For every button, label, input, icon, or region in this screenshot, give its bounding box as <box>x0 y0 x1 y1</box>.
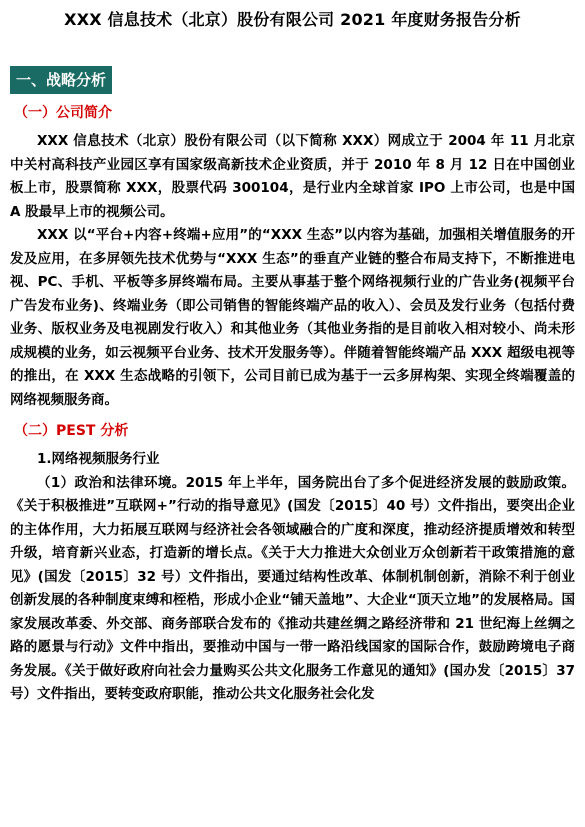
pest-item-title: 1.网络视频服务行业 <box>37 451 160 467</box>
document-title: XXX 信息技术（北京）股份有限公司 2021 年度财务报告分析 <box>64 10 521 29</box>
subheading-pest: （二）PEST 分析 <box>14 423 129 439</box>
paragraph-political-legal: （1）政治和法律环境。2015 年上半年，国务院出台了多个促进经济发展的鼓励政策。《关于积极推进”互联网+”行动的指导意见》(国发〔2015〕40 号）文件指出，要突出企业的主体作用，大力拓展互联网与经济社会各领域融合的广度和深度，推动经济提质增效和转型升级，培育新兴业态，打造新的增长点。《关于大力推进大众创业万众创新若干政策措施的意见》(国发〔2015〕32 号）文件指出，要通过结构性改革、体制机制创新，消除不利于创业创新发展的各种制度束缚和桎梏，形成小企业“铺天盖地”、大企业“顶天立地”的发展格局。国家发展改革委、外交部、商务部联合发布的《推动共建丝绸之路经济带和 21 世纪海上丝绸之路的愿景与行动》文件中指出，要推动中国与一带一路沿线国家的国际合作，鼓励跨境电子商务发展。《关于做好政府向社会力量购买公共文化服务工作意见的通知》(国办发〔2015〕37 号）文件指出，要转变政府职能，推动公共文化服务社会化发 <box>10 474 575 702</box>
subheading-company-intro: （一）公司简介 <box>14 105 112 121</box>
section-heading-strategy: 一、战略分析 <box>10 66 112 94</box>
paragraph-company-founding: XXX 信息技术（北京）股份有限公司（以下简称 XXX）网成立于 2004 年 11 月北京中关村高科技产业园区享有国家级高新技术企业资质，并于 2010 年 8 月 12 日在中国创业板上市，股票简称 XXX，股票代码 300104，是行业内全球首家 IPO 上市公司，也是中国 A 股最早上市的视频公司。 <box>10 133 575 220</box>
paragraph-company-business: XXX 以“平台+内容+终端+应用”的“XXX 生态”以内容为基础，加强相关增值服务的开发及应用，在多屏领先技术优势与“XXX 生态”的垂直产业链的整合布局支持下，不断推进电视、PC、手机、平板等多屏终端布局。主要从事基于整个网络视频行业的广告业务(视频平台广告发布业务)、终端业务（即公司销售的智能终端产品的收入）、会员及发行业务（包括付费业务、版权业务及电视剧发行收入）和其他业务（其他业务指的是目前收入相对较小、尚未形成规模的业务，如云视频平台业务、技术开发服务等）。伴随着智能终端产品 XXX 超级电视等的推出，在 XXX 生态战略的引领下，公司目前已成为基于一云多屏构架、实现全终端覆盖的网络视频服务商。 <box>10 227 575 408</box>
